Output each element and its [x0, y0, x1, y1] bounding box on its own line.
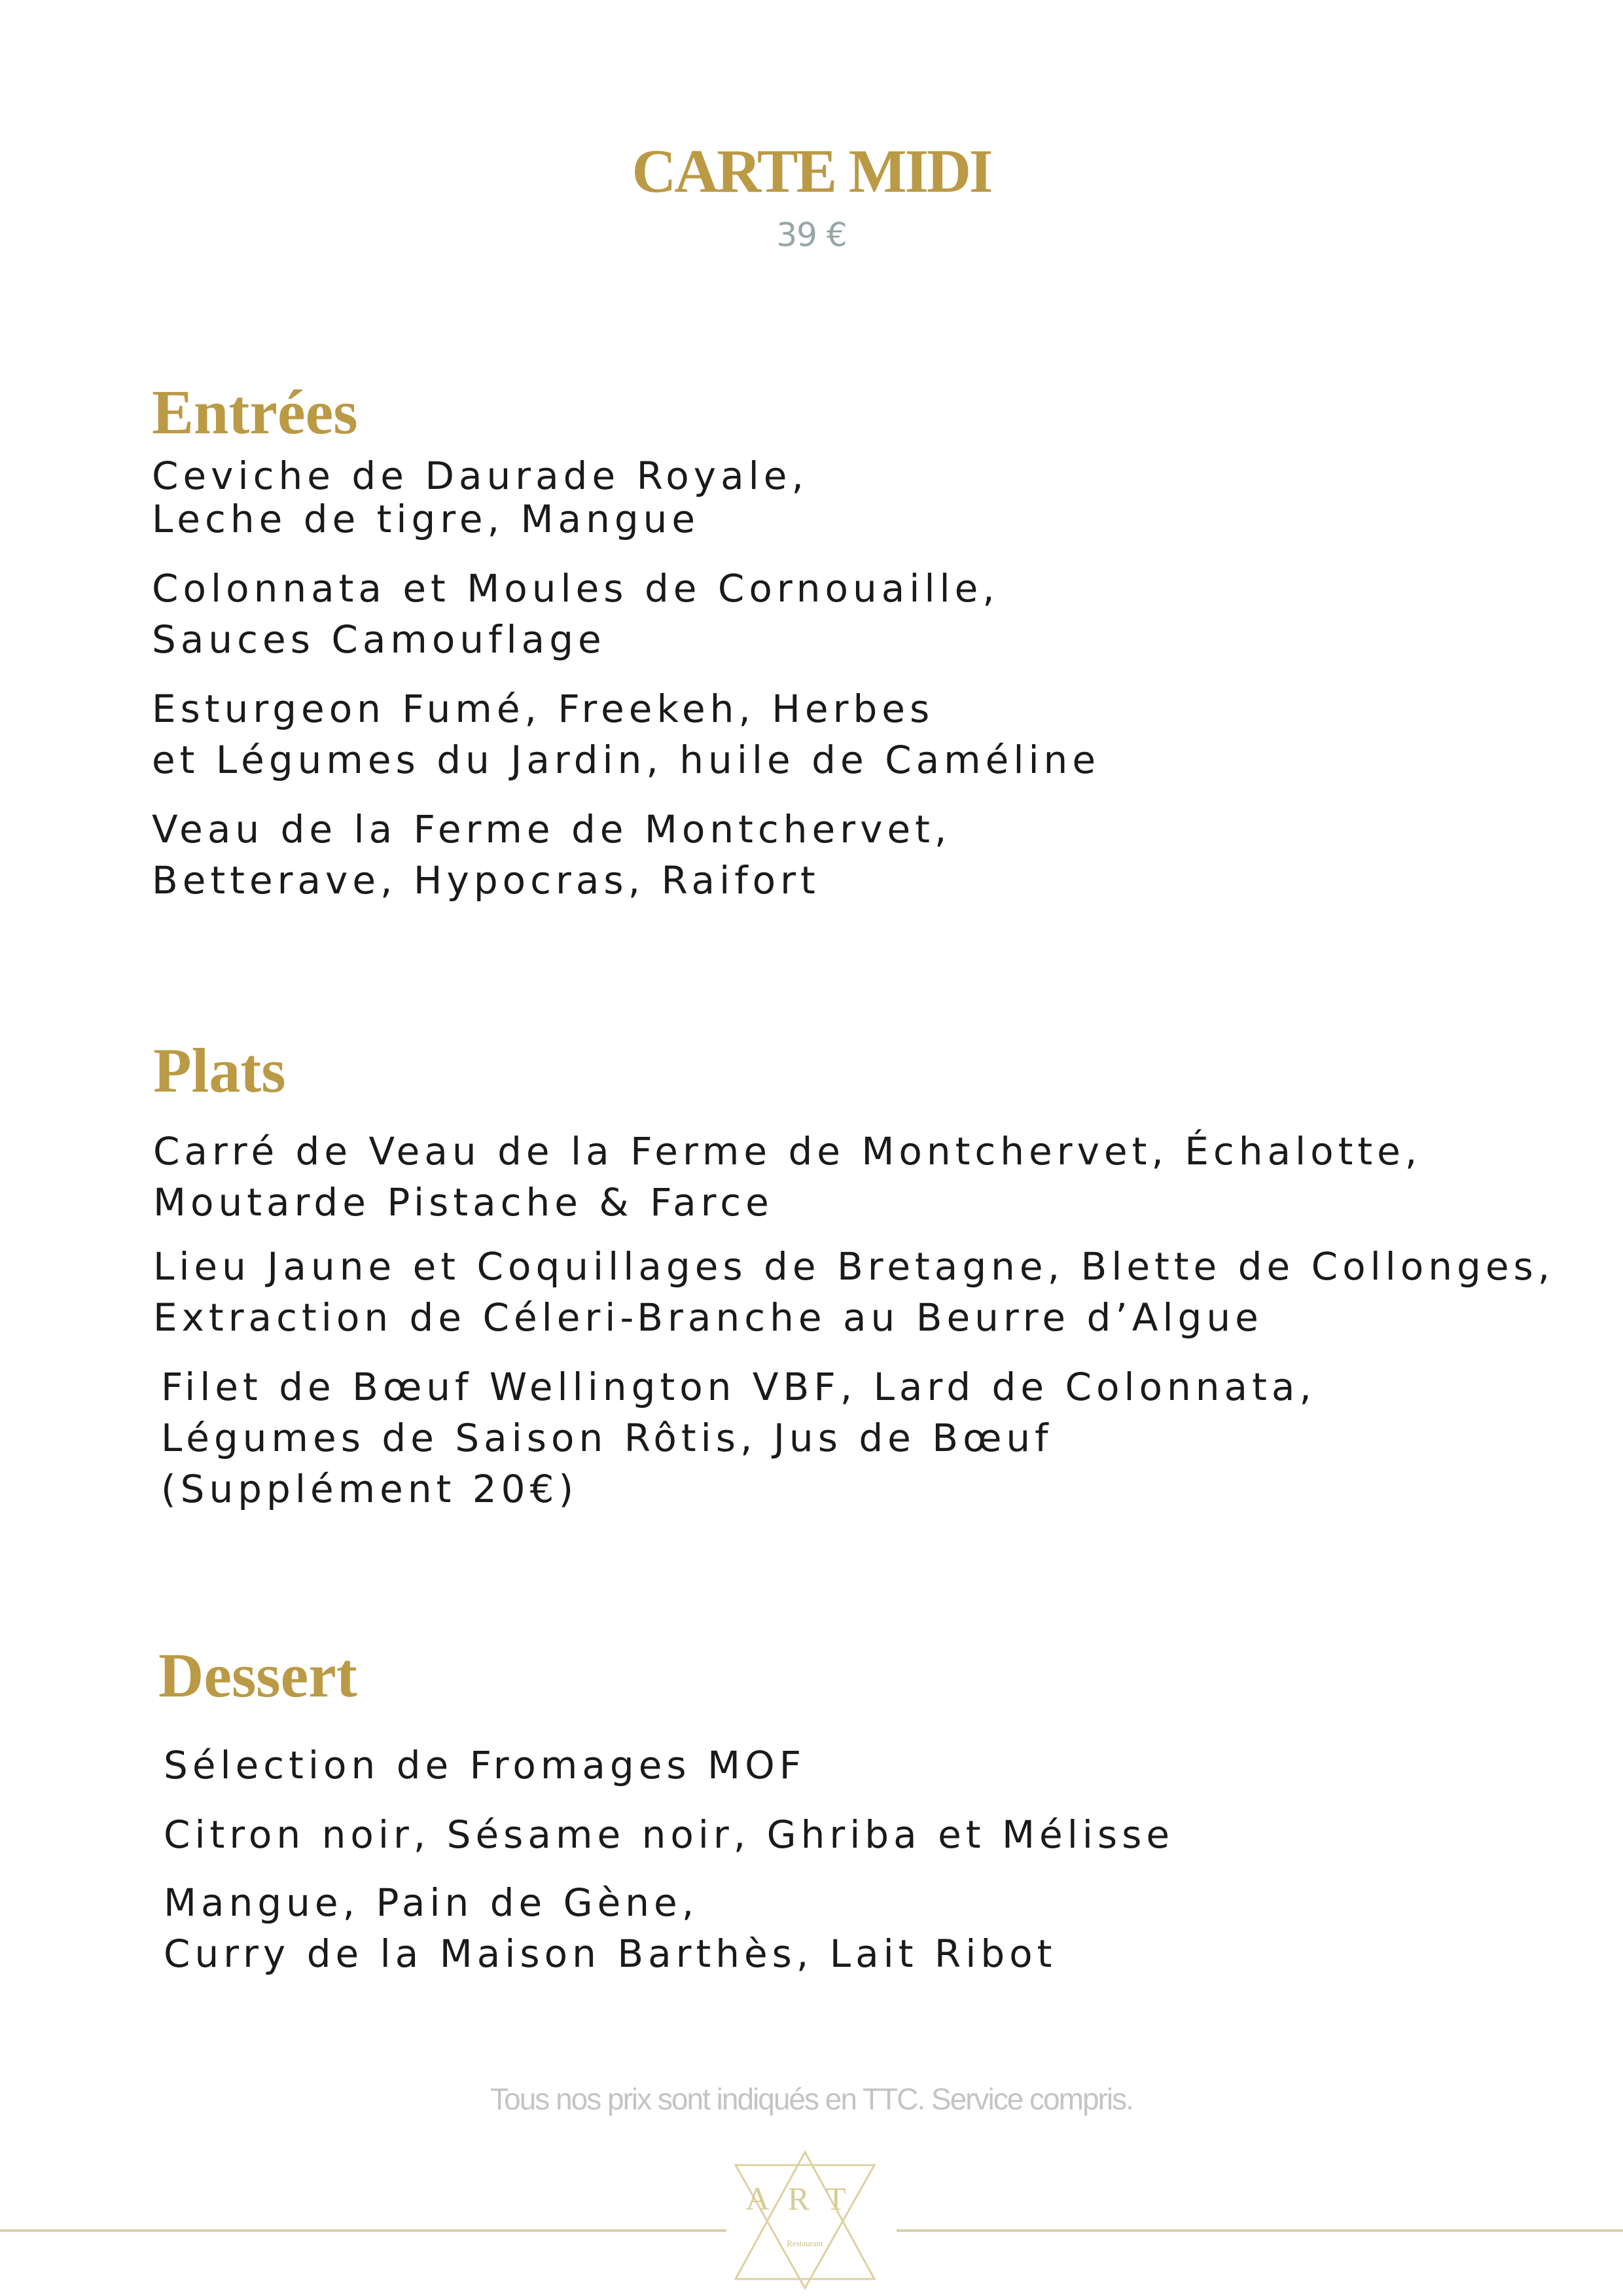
menu-item-line: Citron noir, Sésame noir, Ghriba et Mélisse — [164, 1812, 1175, 1857]
menu-item — [164, 1877, 1174, 1979]
triangle-logo-icon — [726, 2148, 883, 2292]
menu-item-line: Lieu Jaune et Coquillages de Bretagne, Blette de Collonges, — [153, 1244, 1555, 1289]
menu-item — [153, 1241, 1554, 1343]
menu-item-line: Extraction de Céleri-Branche au Beurre d’Algue — [153, 1295, 1263, 1340]
menu-item — [152, 563, 1100, 665]
menu-item — [164, 1809, 1174, 1860]
logo-subtext: Restaurant — [787, 2238, 823, 2248]
menu-item-line: Carré de Veau de la Ferme de Montchervet, Échalotte, — [153, 1129, 1422, 1174]
menu-item-line: Ceviche de Daurade Royale, — [152, 454, 808, 498]
section-title: Dessert — [158, 1640, 357, 1710]
footer-divider-left — [0, 2229, 726, 2232]
menu-item — [152, 683, 1100, 785]
section-entrees — [152, 377, 1101, 906]
section-dessert — [158, 1640, 1175, 1979]
menu-item — [164, 1740, 1174, 1791]
menu-item-line: Sélection de Fromages MOF — [164, 1743, 806, 1787]
menu-title: CARTE MIDI — [632, 137, 991, 206]
menu-item-line: Colonnata et Moules de Cornouaille, — [152, 566, 999, 611]
logo-text: ART — [745, 2180, 865, 2217]
section-title: Entrées — [152, 377, 358, 447]
menu-item-line: Leche de tigre, Mangue — [152, 497, 700, 541]
menu-item-line: Légumes de Saison Rôtis, Jus de Bœuf — [161, 1416, 1053, 1460]
menu-item — [161, 1361, 1554, 1515]
menu-item — [152, 450, 1100, 545]
menu-item-line: Mangue, Pain de Gène, — [164, 1880, 699, 1925]
footer-note: Tous nos prix sont indiqués en TTC. Service compris. — [490, 2082, 1133, 2116]
menu-item-line: Esturgeon Fumé, Freekeh, Herbes — [152, 687, 935, 731]
section-plats — [153, 1035, 1555, 1515]
menu-item — [152, 804, 1100, 906]
menu-item-line: Sauces Camouflage — [152, 617, 606, 662]
menu-item-line: (Supplément 20€) — [161, 1467, 579, 1511]
section-title: Plats — [153, 1035, 286, 1105]
footer-divider-right — [897, 2229, 1623, 2232]
menu-item-line: Moutarde Pistache & Farce — [153, 1180, 774, 1225]
menu-item — [153, 1126, 1554, 1228]
menu-item-line: Curry de la Maison Barthès, Lait Ribot — [164, 1931, 1057, 1976]
menu-item-line: Veau de la Ferme de Montchervet, — [152, 807, 952, 852]
menu-item-line: et Légumes du Jardin, huile de Caméline — [152, 738, 1101, 782]
menu-price: 39 € — [776, 216, 847, 254]
menu-item-line: Betterave, Hypocras, Raifort — [152, 858, 820, 903]
menu-item-line: Filet de Bœuf Wellington VBF, Lard de Colonnata, — [161, 1365, 1316, 1409]
